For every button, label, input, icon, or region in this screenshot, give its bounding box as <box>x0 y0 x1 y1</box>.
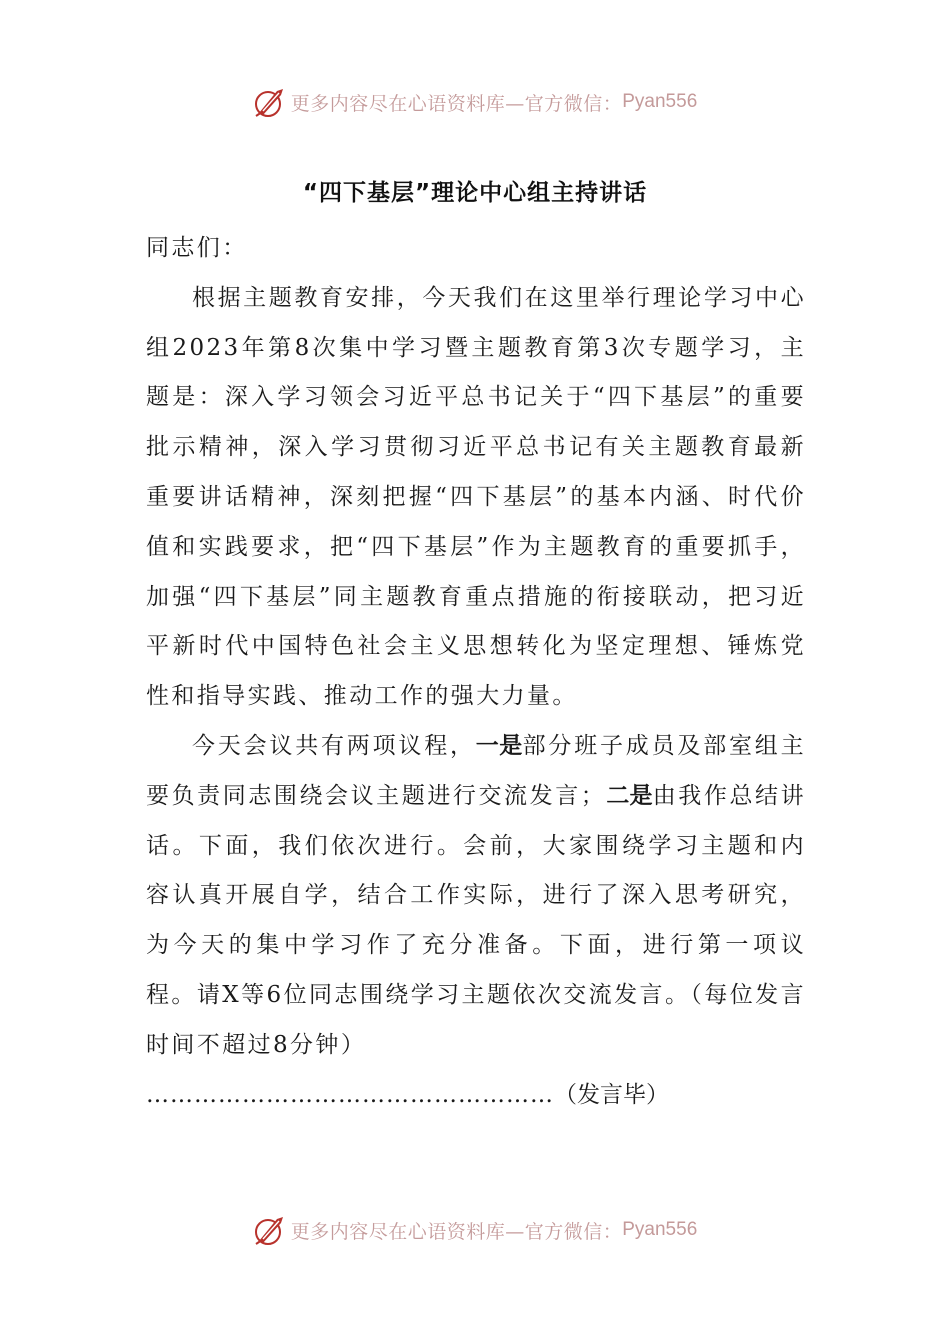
watermark-wechat-id: Pyan556 <box>622 1219 698 1240</box>
end-note-line <box>146 1071 806 1121</box>
end-note: （发言毕） <box>554 1081 669 1108</box>
watermark-banner-bottom <box>0 1208 950 1252</box>
quill-pen-logo-icon <box>253 1213 287 1247</box>
document-body <box>146 224 806 1120</box>
salutation: 同志们： <box>146 235 248 261</box>
watermark-banner-top <box>0 80 950 124</box>
watermark-text: 更多内容尽在心语资料库—官方微信： <box>290 1220 623 1243</box>
paragraph-1: 根据主题教育安排，今天我们在这里举行理论学习中心组2023年第8次集中学习暨主题教育第3次专题学习，主题是：深入学习领会习近平总书记关于“四下基层”的重要批示精神，深入学习贯彻习近平总书记有关主题教育最新重要讲话精神，深刻把握“四下基层”的基本内涵、时代价值和实践要求，把“四下基层”作为主题教育的重要抓手，加强“四下基层”同主题教育重点措施的衔接联动，把习近平新时代中国特色社会主义思想转化为坚定理想、锤炼党性和指导实践、推动工作的强大力量。 <box>146 284 806 710</box>
paragraph-2-text-b: 部分班子成员及部室组主要负责同志围绕会议主题进行交流发言； <box>146 732 807 809</box>
paragraph-2-text-c: 由我作总结讲话。下面，我们依次进行。会前，大家围绕学习主题和内容认真开展自学，结合工作实际，进行了深入思考研究，为今天的集中学习作了充分准备。下面，进行第一项议程。请X等6位同志围绕学习主题依次交流发言。（每位发言时间不超过8分钟） <box>146 782 806 1058</box>
agenda-item-1-marker: 一是 <box>475 732 523 759</box>
paragraph-2-text-a: 今天会议共有两项议程， <box>192 732 476 759</box>
agenda-item-2-marker: 二是 <box>606 782 653 809</box>
watermark-text: 更多内容尽在心语资料库—官方微信： <box>290 92 623 115</box>
quill-pen-logo-icon <box>253 85 287 119</box>
watermark-wechat-id: Pyan556 <box>622 91 698 112</box>
document-title: “四下基层”理论中心组主持讲话 <box>302 180 648 206</box>
end-dots: …………………………………………… <box>146 1081 554 1108</box>
paragraph-2 <box>146 722 806 1071</box>
